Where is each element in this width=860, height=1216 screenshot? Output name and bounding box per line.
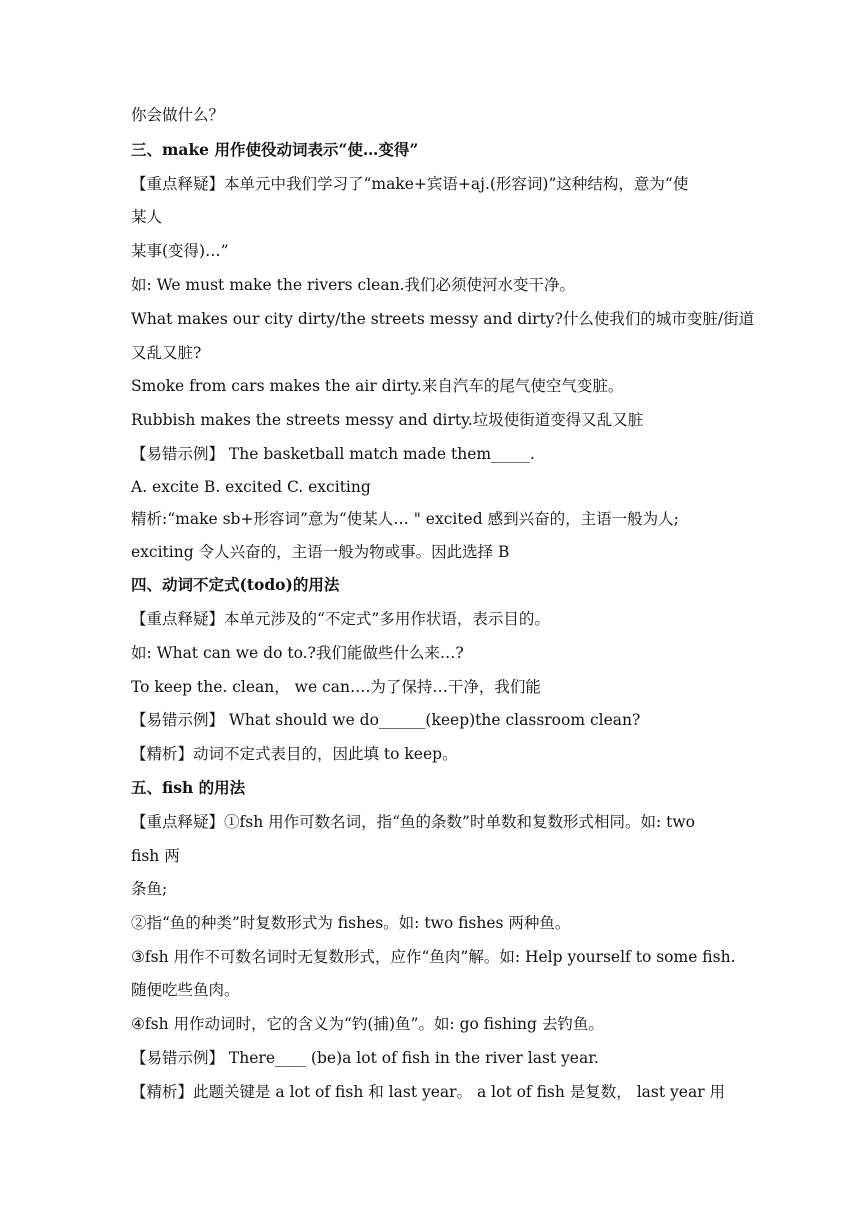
text-line: exciting 令人兴奋的，主语一般为物或事。因此选择 B [131, 543, 510, 561]
text-line: ③fsh 用作不可数名词时无复数形式，应作“鱼肉”解。如: Help yourself to some fish. [131, 948, 736, 966]
text-line: 某人 [131, 208, 163, 226]
text-line: 【重点释疑】①fsh 用作可数名词，指“鱼的条数”时单数和复数形式相同。如: two [131, 813, 695, 831]
text-line: 【重点释疑】本单元中我们学习了“make+宾语+aj.(形容词)”这种结构，意为“使 [131, 175, 689, 193]
text-line: 又乱又脏? [131, 344, 202, 362]
section-heading-make: 三、make 用作使役动词表示“使…变得” [131, 140, 419, 159]
text-line: ④fsh 用作动词时，它的含义为“钓(捕)鱼”。如: go fishing 去钓鱼。 [131, 1015, 604, 1033]
text-line: 【易错示例】 What should we do______(keep)the classroom clean? [131, 711, 641, 729]
section-heading-fish: 五、fish 的用法 [131, 778, 246, 797]
text-line: 【重点释疑】本单元涉及的“不定式”多用作状语，表示目的。 [131, 610, 550, 628]
text-line: 如: What can we do to.?我们能做些什么来…? [131, 644, 464, 662]
text-line: 如: We must make the rivers clean.我们必须使河水变干净。 [131, 276, 575, 294]
text-line: To keep the. clean， we can….为了保持…干净，我们能 [131, 678, 541, 696]
section-heading-infinitive: 四、动词不定式(todo)的用法 [131, 575, 340, 594]
text-line: What makes our city dirty/the streets messy and dirty?什么使我们的城市变脏/街道 [131, 310, 755, 328]
text-line: 【精析】此题关键是 a lot of fish 和 last year。 a lot of fish 是复数， last year 用 [131, 1083, 726, 1101]
text-line: 【精析】动词不定式表目的，因此填 to keep。 [131, 745, 458, 763]
text-line: 【易错示例】 The basketball match made them_____. [131, 445, 535, 463]
text-line: A. excite B. excited C. exciting [131, 478, 371, 496]
text-line: Smoke from cars makes the air dirty.来自汽车的尾气使空气变脏。 [131, 377, 624, 395]
text-line: fish 两 [131, 847, 180, 865]
text-line: 你会做什么？ [131, 106, 225, 124]
text-line: 精析:“make sb+形容词”意为“使某人… " excited 感到兴奋的，主语一般为人; [131, 510, 679, 528]
text-line: 【易错示例】 There____ (be)a lot of fish in the river last year. [131, 1049, 599, 1067]
text-line: 条鱼; [131, 880, 168, 898]
text-line: 随便吃些鱼肉。 [131, 981, 240, 999]
text-line: 某事(变得)…” [131, 242, 229, 260]
text-line: ②指“鱼的种类”时复数形式为 fishes。如: two fishes 两种鱼。 [131, 914, 571, 932]
text-line: Rubbish makes the streets messy and dirty.垃圾使街道变得又乱又脏 [131, 411, 644, 429]
